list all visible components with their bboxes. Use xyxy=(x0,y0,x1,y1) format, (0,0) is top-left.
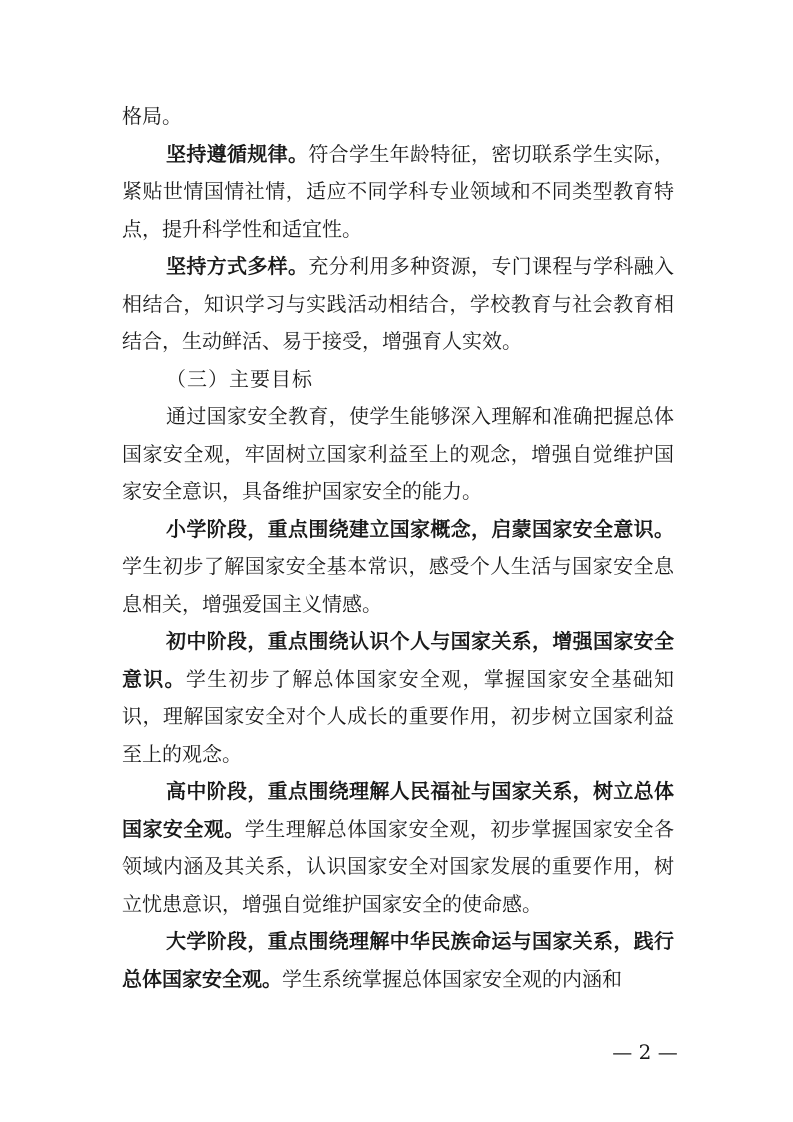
paragraph-text: 充分利用多种资源，专门课程与学科融入相结合，知识学习与实践活动相结合，学校教育与社会教育相结合，生动鲜活、易于接受，增强育人实效。 xyxy=(122,254,675,353)
paragraph-text: 学生初步了解国家安全基本常识，感受个人生活与国家安全息息相关，增强爱国主义情感。 xyxy=(122,554,674,616)
paragraph-junior-high xyxy=(122,623,674,773)
paragraph-diverse-methods xyxy=(122,248,674,361)
paragraph-main-goal xyxy=(122,398,674,511)
document-body xyxy=(122,98,674,998)
paragraph-continuation xyxy=(122,98,674,136)
paragraph-lead: 坚持遵循规律。 xyxy=(166,141,309,166)
paragraph-lead: 初中阶段，重点围绕认识个人与国家关系，增强国家安全意识。 xyxy=(122,629,674,691)
paragraph-text: 通过国家安全教育，使学生能够深入理解和准确把握总体国家安全观，牢固树立国家利益至上的观念，增强自觉维护国家安全意识，具备维护国家安全的能力。 xyxy=(122,404,674,503)
paragraph-text: 格局。 xyxy=(122,104,182,128)
paragraph-university xyxy=(122,923,674,998)
paragraph-lead: 高中阶段，重点围绕理解人民福祉与国家关系，树立总体国家安全观。 xyxy=(122,779,674,841)
paragraph-text: 学生系统掌握总体国家安全观的内涵和 xyxy=(282,966,622,991)
paragraph-text: 学生初步了解总体国家安全观，掌握国家安全基础知识，理解国家安全对个人成长的重要作用，初步树立国家利益至上的观念。 xyxy=(122,666,675,766)
paragraph-lead: 小学阶段，重点围绕建立国家概念，启蒙国家安全意识。 xyxy=(166,516,674,541)
paragraph-lead: 坚持方式多样。 xyxy=(166,254,309,278)
paragraph-text: 符合学生年龄特征，密切联系学生实际，紧贴世情国情社情，适应不同学科专业领域和不同类型教育特点，提升科学性和适宜性。 xyxy=(122,141,675,241)
paragraph-follow-rules xyxy=(122,136,674,249)
section-heading-text: （三）主要目标 xyxy=(166,366,313,391)
paragraph-lead: 大学阶段，重点围绕理解中华民族命运与国家关系，践行总体国家安全观。 xyxy=(122,929,674,991)
page-number: — 2 — xyxy=(612,1040,678,1064)
section-heading xyxy=(122,361,674,399)
paragraph-text: 学生理解总体国家安全观，初步掌握国家安全各领域内涵及其关系，认识国家安全对国家发展的重要作用，树立忧患意识，增强自觉维护国家安全的使命感。 xyxy=(122,816,675,916)
paragraph-primary-school xyxy=(122,511,674,624)
paragraph-senior-high xyxy=(122,773,674,923)
